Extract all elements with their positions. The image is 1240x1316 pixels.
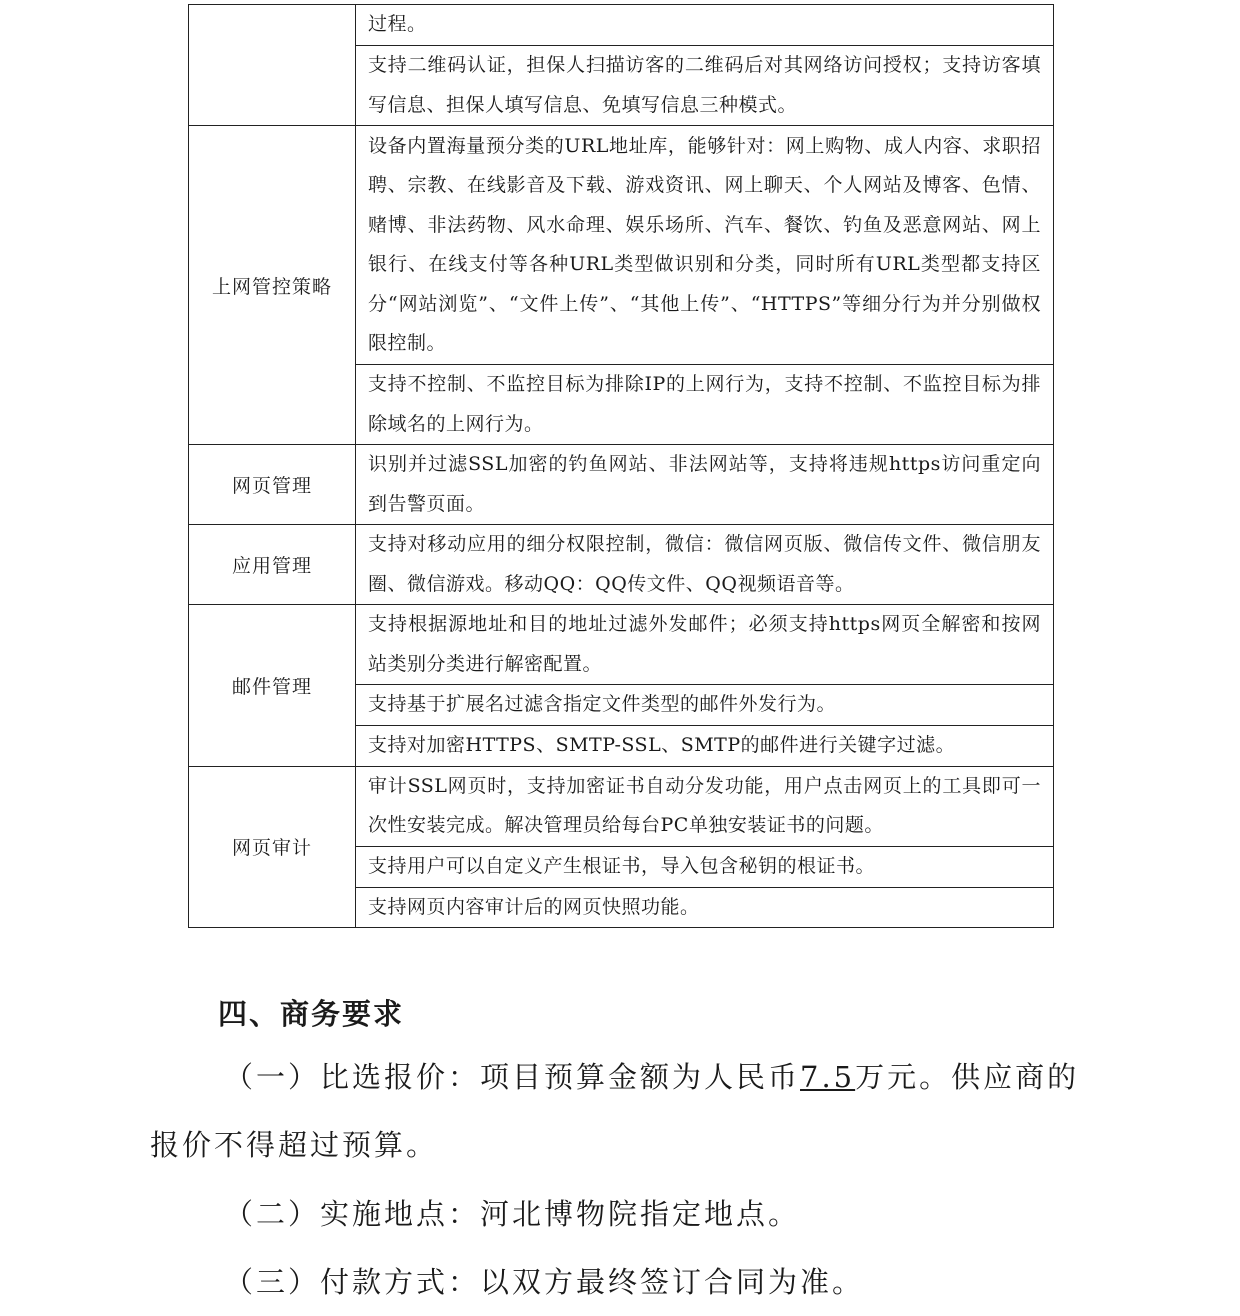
- section-heading: 四、商务要求: [218, 997, 405, 1031]
- description-cell: 支持二维码认证，担保人扫描访客的二维码后对其网络访问授权；支持访客填写信息、担保人填写信息、免填写信息三种模式。: [356, 46, 1054, 126]
- description-cell: 过程。: [356, 5, 1054, 46]
- category-cell: 上网管控策略: [189, 126, 356, 445]
- category-cell: 网页审计: [189, 766, 356, 928]
- table-row: [189, 766, 1054, 846]
- payment-paragraph: （三）付款方式：以双方最终签订合同为准。: [224, 1265, 865, 1299]
- description-cell: 支持对移动应用的细分权限控制，微信：微信网页版、微信传文件、微信朋友圈、微信游戏。移动QQ：QQ传文件、QQ视频语音等。: [356, 525, 1054, 605]
- table-row: [189, 445, 1054, 525]
- description-cell: 支持用户可以自定义产生根证书，导入包含秘钥的根证书。: [356, 846, 1054, 887]
- description-cell: 识别并过滤SSL加密的钓鱼网站、非法网站等，支持将违规https访问重定向到告警页面。: [356, 445, 1054, 525]
- description-cell: 支持不控制、不监控目标为排除IP的上网行为，支持不控制、不监控目标为排除域名的上网行为。: [356, 365, 1054, 445]
- category-cell: 应用管理: [189, 525, 356, 605]
- description-cell: 审计SSL网页时，支持加密证书自动分发功能，用户点击网页上的工具即可一次性安装完成。解决管理员给每台PC单独安装证书的问题。: [356, 766, 1054, 846]
- description-cell: 支持网页内容审计后的网页快照功能。: [356, 887, 1054, 928]
- table-row: [189, 525, 1054, 605]
- location-paragraph: （二）实施地点：河北博物院指定地点。: [224, 1197, 801, 1231]
- description-cell: 支持基于扩展名过滤含指定文件类型的邮件外发行为。: [356, 685, 1054, 726]
- table-row: [189, 126, 1054, 365]
- category-cell: 邮件管理: [189, 605, 356, 767]
- category-cell: [189, 5, 356, 126]
- table-row: [189, 5, 1054, 46]
- description-cell: 支持对加密HTTPS、SMTP-SSL、SMTP的邮件进行关键字过滤。: [356, 725, 1054, 766]
- budget-prefix: （一）比选报价：项目预算金额为人民币: [224, 1060, 801, 1094]
- description-cell: 支持根据源地址和目的地址过滤外发邮件；必须支持https网页全解密和按网站类别分类进行解密配置。: [356, 605, 1054, 685]
- budget-amount: 7.5: [800, 1060, 856, 1094]
- description-cell: 设备内置海量预分类的URL地址库，能够针对：网上购物、成人内容、求职招聘、宗教、在线影音及下载、游戏资讯、网上聊天、个人网站及博客、色情、赌博、非法药物、风水命理、娱乐场所、汽车、餐饮、钓鱼及恶意网站、网上银行、在线支付等各种URL类型做识别和分类，同时所有URL类型都支持区分“网站浏览”、“文件上传”、“其他上传”、“HTTPS”等细分行为并分别做权限控制。: [356, 126, 1054, 365]
- budget-paragraph: [150, 1043, 1090, 1179]
- budget-suffix: 万元。供应商的报价不得超过预算。: [150, 1060, 1080, 1162]
- category-cell: 网页管理: [189, 445, 356, 525]
- spec-table: [188, 4, 1054, 928]
- table-row: [189, 605, 1054, 685]
